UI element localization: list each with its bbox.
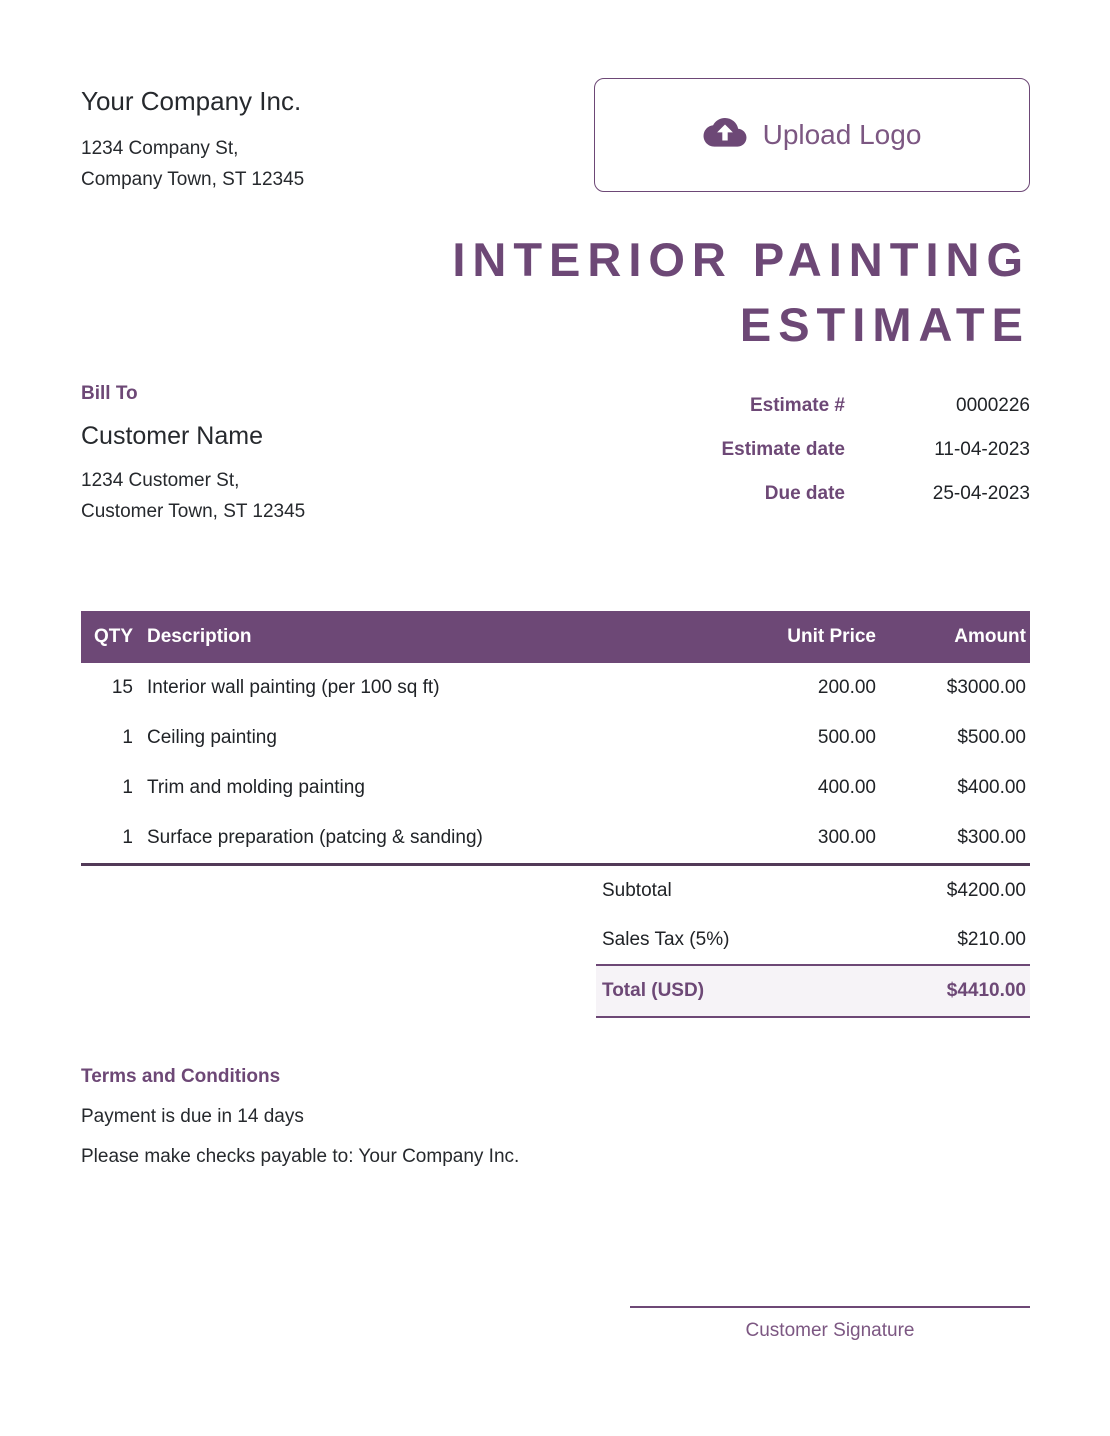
cloud-upload-icon xyxy=(703,118,747,152)
description-cell: Trim and molding painting xyxy=(147,777,365,798)
subtotal-label: Subtotal xyxy=(602,879,672,901)
estimate-date-label: Estimate date xyxy=(721,439,845,460)
document-header xyxy=(0,0,1110,195)
total-row xyxy=(596,964,1030,1018)
qty-cell: 1 xyxy=(122,727,133,748)
description-cell: Surface preparation (patcing & sanding) xyxy=(147,827,483,848)
estimate-date-row xyxy=(594,439,1030,483)
totals-block xyxy=(596,866,1030,1018)
qty-cell: 15 xyxy=(111,677,133,698)
amount-cell: $500.00 xyxy=(957,727,1026,748)
unit-price-cell: 500.00 xyxy=(817,727,876,748)
sales-tax-label: Sales Tax (5%) xyxy=(602,928,730,950)
items-table-header-row xyxy=(81,611,1030,663)
table-row xyxy=(81,713,1030,763)
unit-price-cell: 200.00 xyxy=(817,677,876,698)
sales-tax-value: $210.00 xyxy=(957,928,1026,950)
amount-header: Amount xyxy=(876,611,1030,663)
unit-price-cell: 300.00 xyxy=(817,827,876,848)
description-cell: Ceiling painting xyxy=(147,727,277,748)
unit-price-header: Unit Price xyxy=(686,611,876,663)
estimate-number-label: Estimate # xyxy=(749,395,845,416)
unit-price-cell: 400.00 xyxy=(817,777,876,798)
table-row xyxy=(81,763,1030,813)
table-row xyxy=(81,663,1030,713)
due-date-value: 25-04-2023 xyxy=(932,483,1030,504)
signature-line xyxy=(630,1306,1030,1342)
amount-cell: $3000.00 xyxy=(946,677,1026,698)
total-label: Total (USD) xyxy=(602,980,705,1001)
table-row xyxy=(81,813,1030,865)
company-address xyxy=(81,133,304,195)
customer-address xyxy=(81,465,305,527)
estimate-meta-block xyxy=(594,383,1030,527)
company-name: Your Company Inc. xyxy=(81,86,302,116)
customer-name: Customer Name xyxy=(81,422,263,450)
company-block xyxy=(81,78,304,195)
bill-to-block xyxy=(81,383,305,527)
due-date-row xyxy=(594,483,1030,527)
due-date-label: Due date xyxy=(764,483,845,504)
signature-label: Customer Signature xyxy=(745,1320,915,1341)
qty-header: QTY xyxy=(81,611,133,663)
page-title xyxy=(81,227,1030,357)
terms-line-2: Please make checks payable to: Your Company Inc. xyxy=(81,1146,520,1167)
page-title-line1: INTERIOR PAINTING xyxy=(452,233,1030,286)
terms-line-1: Payment is due in 14 days xyxy=(81,1106,304,1127)
estimate-number-row xyxy=(594,395,1030,439)
company-address-line1: 1234 Company St, xyxy=(81,138,239,159)
page-title-line2: ESTIMATE xyxy=(739,298,1030,351)
items-table xyxy=(81,611,1030,866)
amount-cell: $300.00 xyxy=(957,827,1026,848)
estimate-number-value: 0000226 xyxy=(956,395,1030,416)
description-cell: Interior wall painting (per 100 sq ft) xyxy=(147,677,440,698)
sales-tax-row xyxy=(596,915,1030,964)
terms-section xyxy=(81,1066,1030,1168)
total-value: $4410.00 xyxy=(946,980,1026,1001)
customer-address-line2: Customer Town, ST 12345 xyxy=(81,501,306,522)
qty-cell: 1 xyxy=(122,777,133,798)
info-section xyxy=(81,383,1030,527)
upload-logo-button[interactable] xyxy=(594,78,1030,192)
upload-logo-label: Upload Logo xyxy=(762,119,922,150)
company-address-line2: Company Town, ST 12345 xyxy=(81,169,305,190)
qty-cell: 1 xyxy=(122,827,133,848)
subtotal-row xyxy=(596,866,1030,915)
bill-to-label: Bill To xyxy=(81,383,138,404)
customer-address-line1: 1234 Customer St, xyxy=(81,470,240,491)
subtotal-value: $4200.00 xyxy=(946,879,1026,901)
estimate-date-value: 11-04-2023 xyxy=(934,439,1030,460)
description-header: Description xyxy=(133,611,686,663)
terms-heading: Terms and Conditions xyxy=(81,1066,281,1087)
amount-cell: $400.00 xyxy=(957,777,1026,798)
